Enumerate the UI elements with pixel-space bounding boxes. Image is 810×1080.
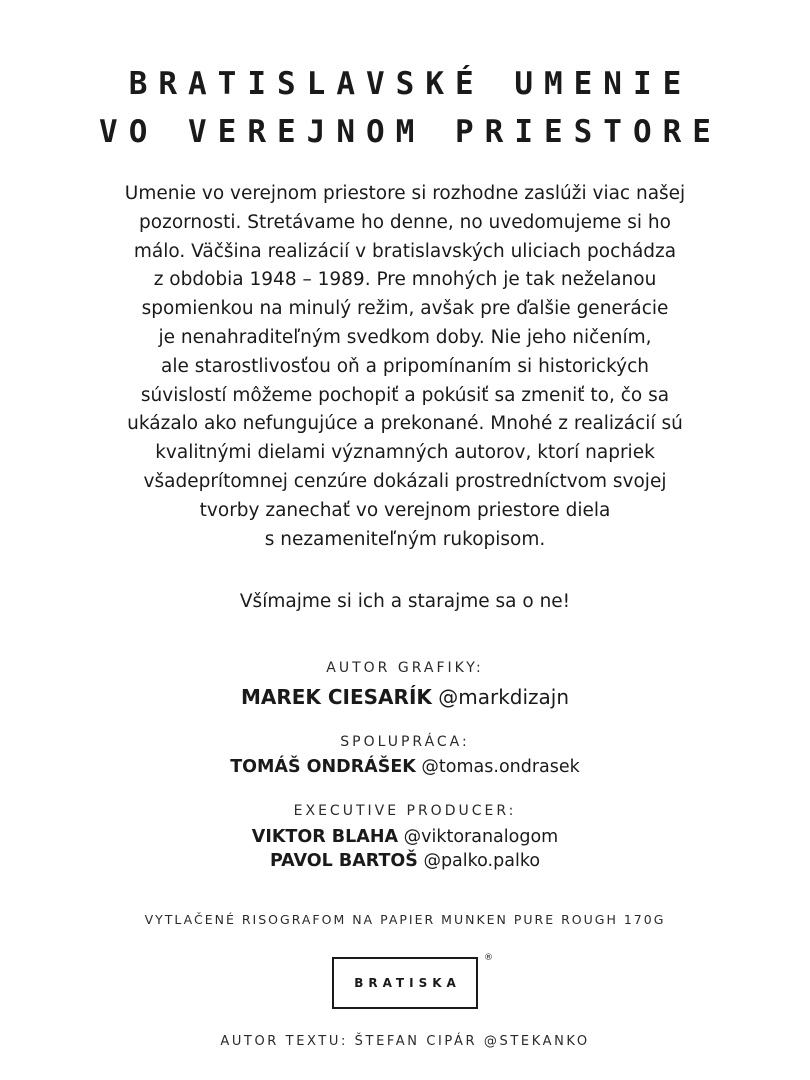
- graphics-author-label: AUTOR GRAFIKY:: [326, 660, 484, 676]
- body-line: Umenie vo verejnom priestore si rozhodne zaslúži viac našej: [124, 183, 686, 204]
- body-paragraph: [60, 180, 750, 554]
- cooperation-credit: [0, 757, 810, 777]
- body-line: málo. Väčšina realizácií v bratislavských uliciach pochádza: [133, 240, 677, 262]
- graphics-author-handle: @markdizajn: [438, 685, 570, 709]
- producer-name: VIKTOR BLAHA: [251, 827, 399, 847]
- producer-credit: [0, 827, 810, 847]
- title-line-1: BRATISLAVSKÉ UMENIE: [128, 66, 693, 102]
- cooperation-label: SPOLUPRÁCA:: [340, 734, 470, 750]
- body-line: je nenahraditeľným svedkom doby. Nie jeho ničením,: [158, 326, 652, 348]
- registered-mark-icon: ®: [484, 953, 493, 963]
- poster-title: [0, 60, 810, 156]
- producer-handle: @palko.palko: [423, 851, 541, 871]
- body-line: kvalitnými dielami významných autorov, ktorí napriek: [155, 442, 655, 464]
- producer-handle: @viktoranalogom: [403, 827, 559, 847]
- body-line: s nezameniteľným rukopisom.: [264, 528, 546, 550]
- producer-credit: [0, 851, 810, 871]
- producer-name: PAVOL BARTOŠ: [269, 851, 418, 871]
- body-line: pozornosti. Stretávame ho denne, no uvedomujeme si ho: [139, 211, 671, 233]
- logo-text: BRATISKA: [354, 976, 461, 990]
- bratiska-logo: [332, 957, 478, 1009]
- body-line: ale starostlivosťou oň a pripomínaním si historických: [161, 355, 649, 377]
- print-note: VYTLAČENÉ RISOGRAFOM NA PAPIER MUNKEN PURE ROUGH 170G: [144, 912, 666, 927]
- body-line: všadeprítomnej cenzúre dokázali prostredníctvom svojej: [143, 470, 667, 492]
- body-line: tvorby zanechať vo verejnom priestore diela: [199, 499, 611, 521]
- closing-line: Všímajme si ich a starajme sa o ne!: [239, 591, 571, 612]
- body-line: spomienkou na minulý režim, avšak pre ďalšie generácie: [141, 298, 669, 320]
- cooperation-handle: @tomas.ondrasek: [421, 757, 580, 777]
- graphics-author-name: MAREK CIESARÍK: [240, 685, 432, 709]
- body-line: ukázalo ako nefungujúce a prekonané. Mnohé z realizácií sú: [127, 413, 683, 435]
- body-line: z obdobia 1948 – 1989. Pre mnohých je tak neželanou: [153, 269, 657, 291]
- text-author-footer: AUTOR TEXTU: ŠTEFAN CIPÁR @STEKANKO: [220, 1034, 590, 1049]
- producer-label: EXECUTIVE PRODUCER:: [293, 803, 517, 819]
- title-line-2: VO VEREJNOM PRIESTORE: [99, 114, 722, 150]
- graphics-author-credit: [0, 685, 810, 709]
- body-line: súvislostí môžeme pochopiť a pokúsiť sa zmeniť to, čo sa: [140, 384, 670, 406]
- cooperation-name: TOMÁŠ ONDRÁŠEK: [230, 757, 416, 777]
